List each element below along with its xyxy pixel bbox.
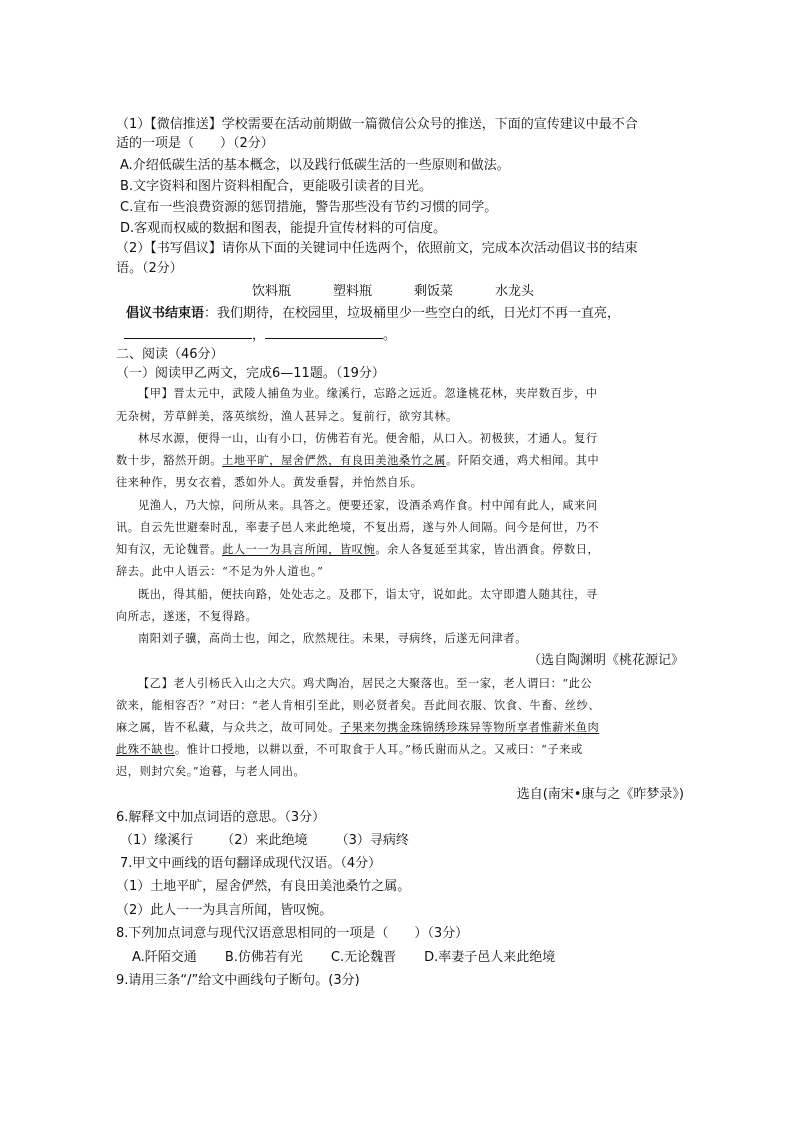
jia-underlined-sentence-2: 此人一一为具言所闻，皆叹惋 [222, 543, 376, 556]
jia-p3-line2: 讯。自云先世避秦时乱，率妻子邑人来此绝境，不复出焉，遂与外人间隔。问今是何世，乃不 [116, 521, 600, 534]
closing-text: ：我们期待，在校园里，垃圾桶里少一些空白的纸，日光灯不再一直亮， [204, 306, 621, 321]
q1-stem-line2: 适的一项是（ ）（2分） [116, 136, 274, 151]
q1-stem-line1: （1）【微信推送】学校需要在活动前期做一篇微信公众号的推送，下面的宣传建议中最不合 [116, 117, 638, 132]
jia-p3-pre: 知有汉，无论魏晋。 [116, 543, 223, 556]
yi-line3-pre: 麻之属，皆不私藏，与众共之，故可同处。 [116, 721, 340, 734]
q2-answer-blanks [124, 325, 690, 345]
yi-line2: 欲来，能相容否？”对曰：“老人肯相引至此，则必贤者矣。吾此间衣服、饮食、牛畜、丝纱、 [116, 699, 601, 712]
q8-option-c: C.无论魏晋 [330, 950, 397, 965]
q1-option-c: C.宣布一些浪费资源的惩罚措施，警告那些没有节约习惯的同学。 [120, 200, 498, 215]
yi-source: 选自(南宋•康与之《昨梦录》) [516, 787, 684, 802]
jia-p1-line2: 无杂树，芳草鲜美，落英缤纷，渔人甚异之。复前行，欲穷其林。 [116, 410, 458, 423]
q2-stem-line1: （2）【书写倡议】请你从下面的关键词中任选两个，依照前文，完成本次活动倡议书的结束 [116, 241, 638, 256]
yi-line3 [116, 719, 682, 737]
q1-option-d: D.客观而权威的数据和图表，能提升宣传材料的可信度。 [120, 221, 447, 236]
q8-title: 8.下列加点词意与现代汉语意思相同的一项是（ ）（3分） [116, 926, 469, 941]
q6-items [120, 832, 686, 850]
q9-title: 9.请用三条“/”给文中画线句子断句。(3分) [116, 973, 360, 988]
q7-item-2: （2）此人一一为具言所闻，皆叹惋。 [116, 903, 333, 918]
keyword-3: 剩饭菜 [414, 284, 454, 299]
q8-options [132, 949, 698, 967]
jia-p5: 南阳刘子骥，高尚士也，闻之，欣然规往。未果，寻病终，后遂无问津者。 [138, 632, 527, 645]
jia-p2-pre: 数十步，豁然开朗。 [116, 454, 223, 467]
yi-underlined-sentence-part1: 子果来勿携金珠锦绣珍珠异等物所享者惟薪米鱼肉 [339, 721, 600, 734]
q6-item-2: （2）来此绝境 [221, 833, 308, 848]
jia-p4-line1: 既出，得其船，便扶向路，处处志之。及郡下，诣太守，说如此。太守即遣人随其往，寻 [138, 588, 598, 601]
jia-p3-line3 [116, 541, 682, 559]
blank-period: 。 [383, 328, 397, 343]
q6-item-3: （3）寻病终 [335, 833, 409, 848]
q7-item-1: （1）土地平旷，屋舍俨然，有良田美池桑竹之属。 [116, 879, 411, 894]
q7-title: 7.甲文中画线的语句翻译成现代汉语。（4分） [120, 856, 382, 871]
section-subtitle: （一）阅读甲乙两文，完成6—11题。（19分） [116, 366, 385, 381]
keyword-2: 塑料瓶 [333, 284, 373, 299]
jia-p2-line1: 林尽水源，便得一山，山有小口，仿佛若有光。便舍船，从口入。初极狭，才通人。复行 [138, 432, 598, 445]
closing-label: 倡议书结束语 [126, 306, 205, 321]
yi-line1: 【乙】老人引杨氏入山之大穴。鸡犬陶冶，居民之大聚落也。至一家，老人谓曰：“此公 [138, 677, 593, 690]
jia-p3-line1: 见渔人，乃大惊，问所从来。具答之。便要还家，设酒杀鸡作食。村中闻有此人，咸来问 [138, 499, 598, 512]
yi-line5: 迟，则封穴矣。”迨暮，与老人同出。 [116, 765, 306, 778]
jia-p2-line3: 往来种作，男女衣着，悉如外人。黄发垂髫，并怡然自乐。 [116, 476, 423, 489]
jia-p2-post: 。阡陌交通，鸡犬相闻。其中 [446, 454, 600, 467]
q1-option-a: A.介绍低碳生活的基本概念，以及践行低碳生活的一些原则和做法。 [120, 158, 510, 173]
q8-option-a: A.阡陌交通 [132, 950, 197, 965]
q2-keywords [252, 283, 652, 301]
jia-p4-line2: 向所志，遂迷，不复得路。 [116, 610, 258, 623]
jia-p3-line4: 辞去。此中人语云：“不足为外人道也。” [116, 565, 324, 578]
jia-underlined-sentence-1: 土地平旷，屋舍俨然，有良田美池桑竹之属 [222, 454, 447, 467]
answer-blank-2[interactable] [265, 325, 383, 339]
q6-title: 6.解释文中加点词语的意思。（3分） [116, 810, 326, 825]
q1-option-b: B.文字资料和图片资料相配合，更能吸引读者的目光。 [120, 179, 433, 194]
jia-p1-line1: 【甲】晋太元中，武陵人捕鱼为业。缘溪行，忘路之远近。忽逢桃花林，夹岸数百步，中 [138, 387, 598, 400]
jia-p3-post: 。余人各复延至其家，皆出酒食。停数日， [375, 543, 600, 556]
yi-line4-post: 。惟计口授地，以耕以蚕，不可取食于人耳。”杨氏谢而从之。又戒曰：“子来或 [174, 743, 583, 756]
jia-source: （选自陶渊明《桃花源记》 [527, 653, 684, 668]
keyword-4: 水龙头 [495, 284, 535, 299]
q8-option-b: B.仿佛若有光 [224, 950, 303, 965]
blank-comma: ， [252, 328, 266, 343]
q8-option-d: D.率妻子邑人来此绝境 [424, 950, 556, 965]
q2-closing-line [126, 305, 692, 323]
answer-blank-1[interactable] [124, 325, 252, 339]
yi-line4 [116, 741, 682, 759]
section-title: 二、阅读（46分） [116, 347, 224, 362]
yi-underlined-sentence-part2: 此殊不缺也 [116, 743, 175, 756]
jia-p2-line2 [116, 452, 682, 470]
q2-stem-line2: 语。（2分） [116, 261, 183, 276]
keyword-1: 饮料瓶 [252, 284, 292, 299]
q6-item-1: （1）缘溪行 [120, 833, 194, 848]
